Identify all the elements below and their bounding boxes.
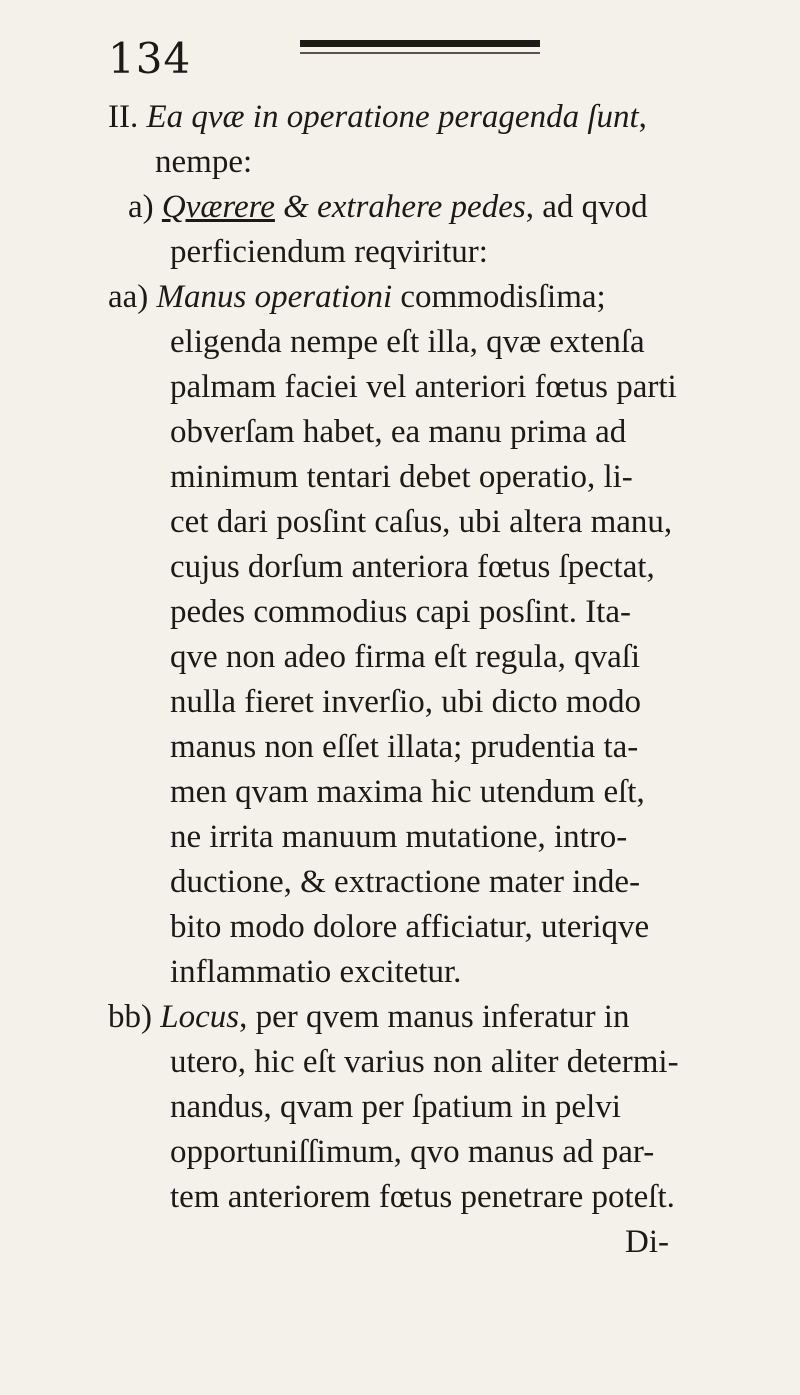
item-heading: Manus operationi xyxy=(156,279,393,315)
item-heading-underlined: Qværere xyxy=(161,189,275,225)
punctuation: , xyxy=(638,99,647,135)
text-line: ne irrita manuum mutatione, intro- xyxy=(170,819,628,855)
text-line: inflammatio excitetur. xyxy=(170,954,462,990)
text-line: a) Qværere & extrahere pedes, ad qvod xyxy=(128,189,648,225)
text-line: ductione, & extractione mater inde- xyxy=(170,864,641,900)
item-heading: Locus xyxy=(160,999,240,1035)
text-line: utero, hic eſt varius non aliter determi- xyxy=(170,1044,679,1080)
text-line: manus non eſſet illata; prudentia ta- xyxy=(170,729,639,765)
catchword: Di- xyxy=(625,1224,669,1260)
text-line: nempe: xyxy=(155,144,253,180)
item-marker: a) xyxy=(128,189,162,225)
text-line: palmam faciei vel anteriori fœtus parti xyxy=(170,369,677,405)
item-heading: & extrahere pedes xyxy=(283,189,526,225)
item-marker: bb) xyxy=(108,999,161,1035)
text-line: nandus, qvam per ſpatium in pelvi xyxy=(170,1089,621,1125)
text-line: bito modo dolore afficiatur, uteriqve xyxy=(170,909,650,945)
section-number: II. xyxy=(108,99,147,135)
text-line: men qvam maxima hic utendum eſt, xyxy=(170,774,645,810)
page-number: 134 xyxy=(108,34,192,83)
header-rule xyxy=(300,40,540,47)
text-line: pedes commodius capi posſint. Ita- xyxy=(170,594,631,630)
text-line: eligenda nempe eſt illa, qvæ extenſa xyxy=(170,324,645,360)
text-line: tem anteriorem fœtus penetrare poteſt. xyxy=(170,1179,675,1215)
text-line: opportuniſſimum, qvo manus ad par- xyxy=(170,1134,655,1170)
text-line: minimum tentari debet operatio, li- xyxy=(170,459,633,495)
text-line: bb) Locus, per qvem manus inferatur in xyxy=(108,999,630,1035)
text-line: qve non adeo firma eſt regula, qvaſi xyxy=(170,639,641,675)
header-rule-thin xyxy=(300,52,540,54)
text-line: cet dari posſint caſus, ubi altera manu, xyxy=(170,504,673,540)
section-heading: Ea qvæ in operatione peragenda ſunt xyxy=(146,99,639,135)
text-line: perficiendum reqviritur: xyxy=(170,234,488,270)
text-line: obverſam habet, ea manu prima ad xyxy=(170,414,627,450)
text-line: nulla fieret inverſio, ubi dicto modo xyxy=(170,684,642,720)
text-line: aa) Manus operationi commodisſima; xyxy=(108,279,606,315)
text-line xyxy=(108,95,647,139)
item-marker: aa) xyxy=(108,279,157,315)
text-line: cujus dorſum anteriora fœtus ſpectat, xyxy=(170,549,655,585)
